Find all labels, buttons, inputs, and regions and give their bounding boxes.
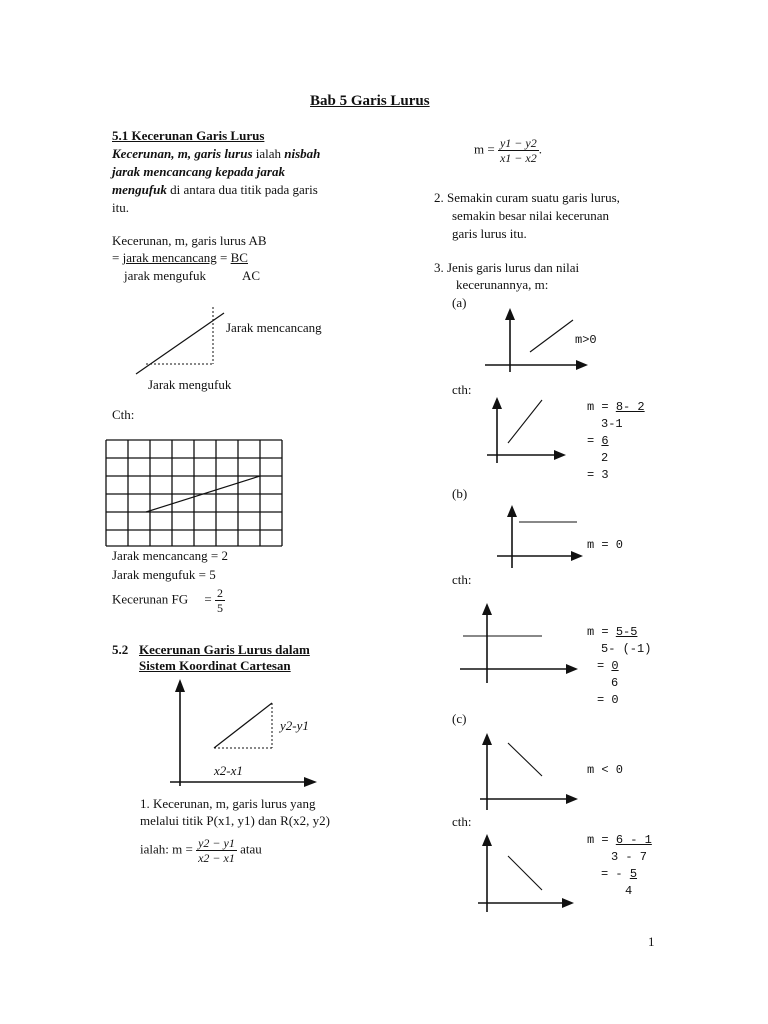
horizontal-distance-label: Jarak mengufuk	[148, 377, 232, 392]
gradient-ab-text: Kecerunan, m, garis lurus AB	[112, 233, 267, 248]
delta-y-label: y2-y1	[280, 718, 309, 733]
definition-line-4: itu.	[112, 200, 129, 215]
point-2-line-3: garis lurus itu.	[452, 226, 527, 241]
ratio-numerator-line: = jarak mencancang = BC	[112, 250, 248, 265]
section-5-2-heading-line-2: Sistem Koordinat Cartesan	[139, 658, 291, 673]
section-5-1-heading: 5.1 Kecerunan Garis Lurus	[112, 128, 265, 143]
example-2-working: m = 5-5 5- (-1) = 0 6 = 0	[587, 625, 652, 707]
example-3-working: m = 6 - 1 3 - 7 = - 5 4	[587, 833, 652, 898]
alt-gradient-formula: m = $\frac{y1 - y2}{x1 - x2}$ .	[474, 136, 542, 165]
section-5-2-heading-line-1: Kecerunan Garis Lurus dalam	[139, 642, 310, 657]
gradient-formula: ialah: m = $\frac{y2 - y1}{x2 - x1}$ atau	[140, 836, 262, 865]
page-number: 1	[648, 934, 655, 949]
definition-line-2: jarak mencancang kepada jarak	[112, 164, 285, 179]
definition-line-3: mengufuk di antara dua titik pada garis	[112, 182, 318, 197]
point-3-line-1: 3. Jenis garis lurus dan nilai	[434, 260, 580, 275]
grid-horizontal-distance: Jarak mengufuk = 5	[112, 567, 216, 582]
example-1-working: m = 8- 2 3-1 = 6 2 = 3	[587, 400, 645, 482]
example-3-label: cth:	[452, 814, 472, 829]
point-3-line-2: kecerunannya, m:	[456, 277, 549, 292]
vertical-distance-label: Jarak mencancang	[226, 320, 322, 335]
case-c-label: (c)	[452, 711, 467, 726]
definition-line-1: Kecerunan, m, garis lurus ialah nisbah	[112, 146, 321, 161]
page-title: Bab 5 Garis Lurus	[310, 93, 430, 109]
delta-x-label: x2-x1	[214, 763, 243, 778]
case-a-label: (a)	[452, 295, 467, 310]
gradient-formula-text-1: 1. Kecerunan, m, garis lurus yang	[140, 796, 316, 811]
case-b-label: (b)	[452, 486, 468, 501]
gradient-fg: Kecerunan FG = $\frac{2}{5}$	[112, 586, 224, 615]
example-label: Cth:	[112, 407, 135, 422]
grid-vertical-distance: Jarak mencancang = 2	[112, 548, 228, 563]
section-5-2-number: 5.2	[112, 642, 129, 657]
ratio-denominator-line: jarak mengufuk AC	[124, 268, 261, 283]
example-2-label: cth:	[452, 572, 472, 587]
example-1-label: cth:	[452, 382, 472, 397]
case-c-gradient: m < 0	[587, 763, 624, 777]
point-2-line-1: 2. Semakin curam suatu garis lurus,	[434, 190, 620, 205]
case-a-gradient: m>0	[575, 333, 597, 347]
point-2-line-2: semakin besar nilai kecerunan	[452, 208, 610, 223]
case-b-gradient: m = 0	[587, 538, 624, 552]
gradient-formula-text-2: melalui titik P(x1, y1) dan R(x2, y2)	[140, 813, 330, 828]
